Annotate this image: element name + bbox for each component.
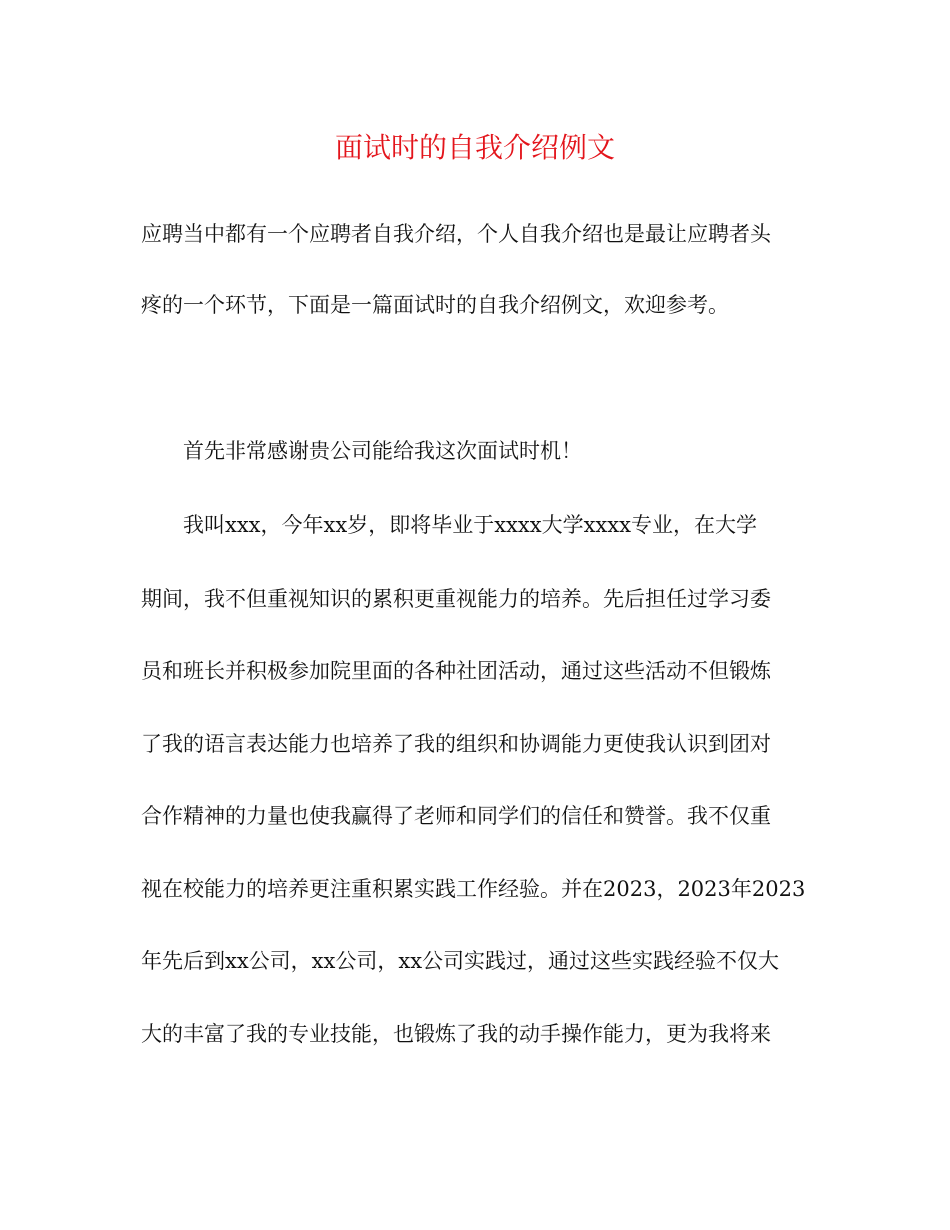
intro-line: 应聘当中都有一个应聘者自我介绍，个人自我介绍也是最让应聘者头 bbox=[141, 222, 771, 246]
paragraph-line: 我叫xxx，今年xx岁，即将毕业于xxxx大学xxxx专业，在大学 bbox=[183, 513, 757, 537]
intro-line: 疼的一个环节，下面是一篇面试时的自我介绍例文，欢迎参考。 bbox=[141, 293, 729, 317]
document-title: 面试时的自我介绍例文 bbox=[334, 131, 615, 164]
paragraph-line: 合作精神的力量也使我赢得了老师和同学们的信任和赞誉。我不仅重 bbox=[141, 804, 771, 828]
paragraph-line: 首先非常感谢贵公司能给我这次面试时机！ bbox=[183, 439, 582, 463]
paragraph-line: 大的丰富了我的专业技能，也锻炼了我的动手操作能力，更为我将来 bbox=[141, 1022, 771, 1046]
paragraph-line: 了我的语言表达能力也培养了我的组织和协调能力更使我认识到团对 bbox=[141, 732, 771, 756]
paragraph-line: 员和班长并积极参加院里面的各种社团活动，通过这些活动不但锻炼 bbox=[141, 659, 771, 683]
paragraph-line: 视在校能力的培养更注重积累实践工作经验。并在2023，2023年2023 bbox=[141, 877, 806, 901]
paragraph-line: 年先后到xx公司，xx公司，xx公司实践过，通过这些实践经验不仅大 bbox=[141, 949, 780, 973]
paragraph-line: 期间，我不但重视知识的累积更重视能力的培养。先后担任过学习委 bbox=[141, 587, 771, 611]
